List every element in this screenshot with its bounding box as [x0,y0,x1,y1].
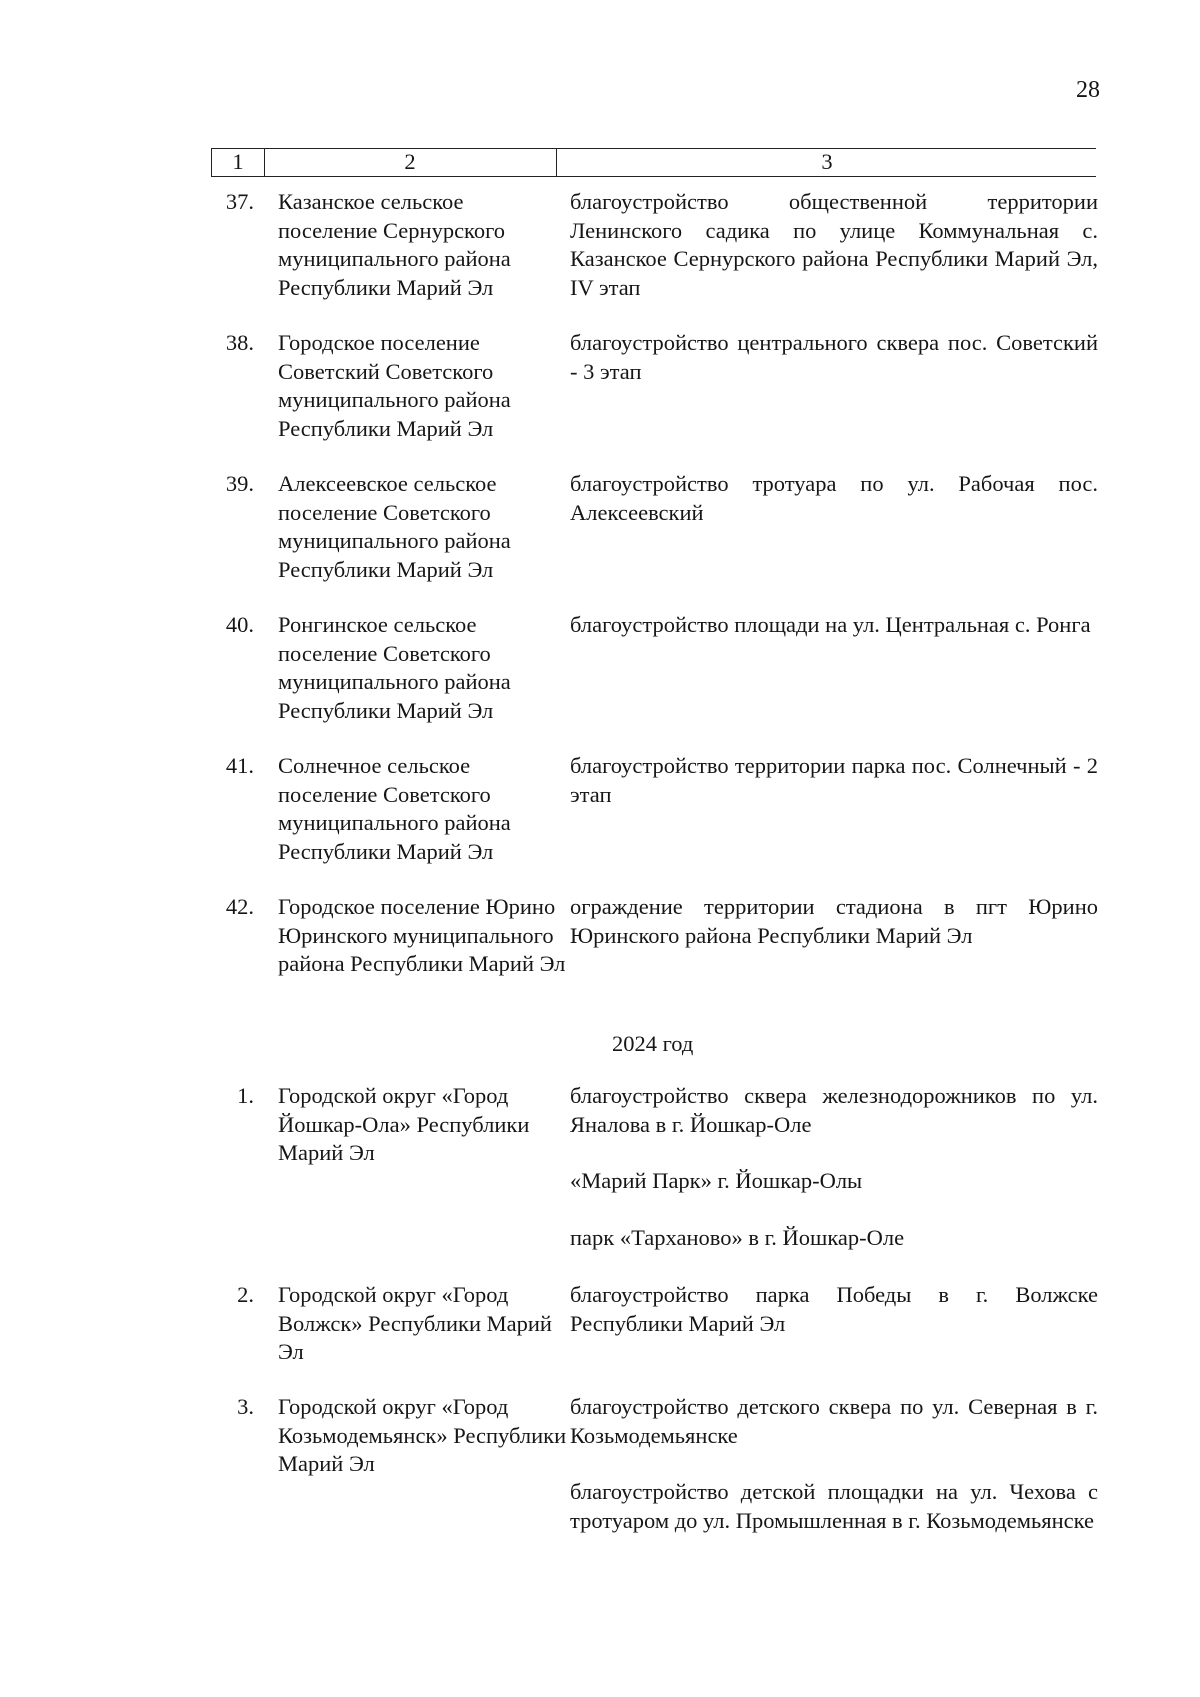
description-paragraph: «Марий Парк» г. Йошкар-Олы [570,1168,863,1193]
description-paragraph: благоустройство сквера железнодорожников по ул. Яналова в г. Йошкар-Оле [570,1083,1098,1137]
column-header-3: 3 [556,149,1097,176]
entry-description [570,1393,1098,1535]
entry-number: 37. [225,189,254,214]
entry-description [570,893,1098,950]
entry-organization: Городское поселение Юрино Юринского муниципального района Республики Марий Эл [278,894,566,976]
entry-number: 40. [225,612,254,637]
entry-organization: Городской округ «Город Козьмодемьянск» Республики Марий Эл [278,1394,567,1476]
entry-organization: Городской округ «Город Йошкар-Ола» Республики Марий Эл [278,1083,530,1165]
entry-number: 41. [225,753,254,778]
description-paragraph: благоустройство общественной территории Ленинского садика по улице Коммунальная с. Казанское Сернурского района Республики Марий Эл, IV этап [570,189,1098,300]
description-paragraph: благоустройство центрального сквера пос. Советский - 3 этап [570,330,1098,384]
entry-organization: Казанское сельское поселение Сернурского муниципального района Республики Марий Эл [278,189,511,300]
entry-organization: Городское поселение Советский Советского муниципального района Республики Марий Эл [278,330,511,441]
entry-description [570,1281,1098,1338]
description-paragraph: благоустройство парка Победы в г. Волжске Республики Марий Эл [570,1282,1098,1336]
entry-number: 2. [237,1282,254,1307]
description-paragraph: парк «Тарханово» в г. Йошкар-Оле [570,1224,905,1250]
description-paragraph: ограждение территории стадиона в пгт Юрино Юринского района Республики Марий Эл [570,894,1098,948]
entry-description [570,611,1098,640]
entry-number: 38. [225,330,254,355]
column-header-2: 2 [264,149,555,176]
entry-description [570,1082,1098,1252]
entry-description [570,470,1098,527]
page-number: 28 [1076,77,1100,103]
entry-organization: Алексеевское сельское поселение Советского муниципального района Республики Марий Эл [278,471,511,582]
entry-description [570,752,1098,809]
description-paragraph: благоустройство детского сквера по ул. Северная в г. Козьмодемьянске [570,1394,1098,1448]
column-header-1: 1 [211,149,264,176]
description-paragraph: благоустройство территории парка пос. Солнечный - 2 этап [570,753,1098,807]
entry-number: 39. [225,471,254,496]
year-heading: 2024 год [612,1031,694,1056]
entry-organization: Ронгинское сельское поселение Советского муниципального района Республики Марий Эл [278,612,511,723]
entry-organization: Городской округ «Город Волжск» Республики Марий Эл [278,1282,552,1364]
description-paragraph: благоустройство площади на ул. Центральная с. Ронга [570,612,1091,637]
entry-number: 42. [225,894,254,919]
column-header-row [211,148,1096,177]
entry-organization: Солнечное сельское поселение Советского муниципального района Республики Марий Эл [278,753,511,864]
entry-number: 3. [237,1394,254,1419]
entry-description [570,188,1098,302]
description-paragraph: благоустройство тротуара по ул. Рабочая пос. Алексеевский [570,471,1098,525]
description-paragraph: благоустройство детской площадки на ул. Чехова с тротуаром до ул. Промышленная в г. Козьмодемьянске [570,1479,1098,1533]
entry-number: 1. [237,1083,254,1108]
entry-description [570,329,1098,386]
